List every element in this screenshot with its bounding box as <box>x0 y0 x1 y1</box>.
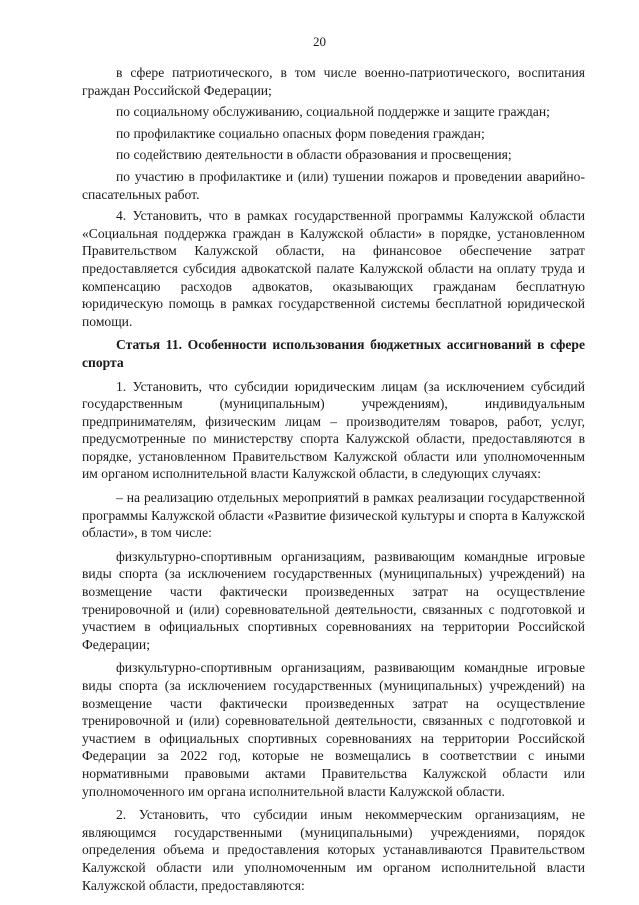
paragraph-item-1: 1. Установить, что субсидии юридическим лицам (за исключением субсидий государственным (муниципальным) учреждениям), индивидуальным предпринимателям, физическим лицам – производителям товаров, работ, услуг, предусмотренные по министерству спорта Калужской области, предоставляются в порядке, установленном Правительством Калужской области или уполномоченным им органом исполнительной власти Калужской области, в следующих случаях: <box>82 378 585 482</box>
paragraph-item-4: 4. Установить, что в рамках государственной программы Калужской области «Социальная поддержка граждан в Калужской области» в порядке, установленном Правительством Калужской области, на финансовое обеспечение затрат предоставляется субсидия адвокатской палате Калужской области на оплату труда и компенсацию расходов адвокатов, оказывающих гражданам бесплатную юридическую помощь в рамках государственной системы бесплатной юридической помощи. <box>82 208 585 329</box>
document-body <box>82 64 585 900</box>
paragraph-sports-orgs-2: физкультурно-спортивным организациям, развивающим командные игровые виды спорта (за исключением государственных (муниципальных) учреждений) на возмещение части фактически произведенных затрат на осуществление тренировочной и (или) соревновательной деятельности, связанных с подготовкой и участием в официальных спортивных соревнованиях на территории Российской Федерации за 2022 год, которые не возмещались в соответствии с иными нормативными правовыми актами Правительства Калужской области или уполномоченного им органа исполнительной власти Калужской области. <box>82 660 585 799</box>
paragraph-education: по содействию деятельности в области образования и просвещения; <box>116 147 512 163</box>
paragraph-sports-orgs-1: физкультурно-спортивным организациям, развивающим командные игровые виды спорта (за исключением государственных (муниципальных) учреждений) на возмещение части фактически произведенных затрат на осуществление тренировочной и (или) соревновательной деятельности, связанных с подготовкой и участием в официальных спортивных соревнованиях на территории Российской Федерации; <box>82 548 585 652</box>
paragraph-social-service: по социальному обслуживанию, социальной поддержке и защите граждан; <box>116 104 550 120</box>
article-11-heading: Статья 11. Особенности использования бюджетных ассигнований в сфере спорта <box>82 337 585 370</box>
paragraph-dash-item: – на реализацию отдельных мероприятий в рамках реализации государственной программы Калужской области «Развитие физической культуры и спорта в Калужской области», в том числе: <box>82 490 585 541</box>
paragraph-fire-rescue: по участию в профилактике и (или) тушении пожаров и проведении аварийно-спасательных работ. <box>82 168 585 202</box>
paragraph-item-2: 2. Установить, что субсидии иным некоммерческим организациям, не являющимся государственными (муниципальными) учреждениями, порядок определения объема и предоставления которых устанавливаются Правительством Калужской области или уполномоченным им органом исполнительной власти Калужской области, предоставляются: <box>82 807 585 893</box>
page-number: 20 <box>313 34 326 49</box>
paragraph-patriotic: в сфере патриотического, в том числе военно-патриотического, воспитания граждан Российской Федерации; <box>82 65 585 98</box>
paragraph-prevention: по профилактике социально опасных форм поведения граждан; <box>116 125 485 141</box>
